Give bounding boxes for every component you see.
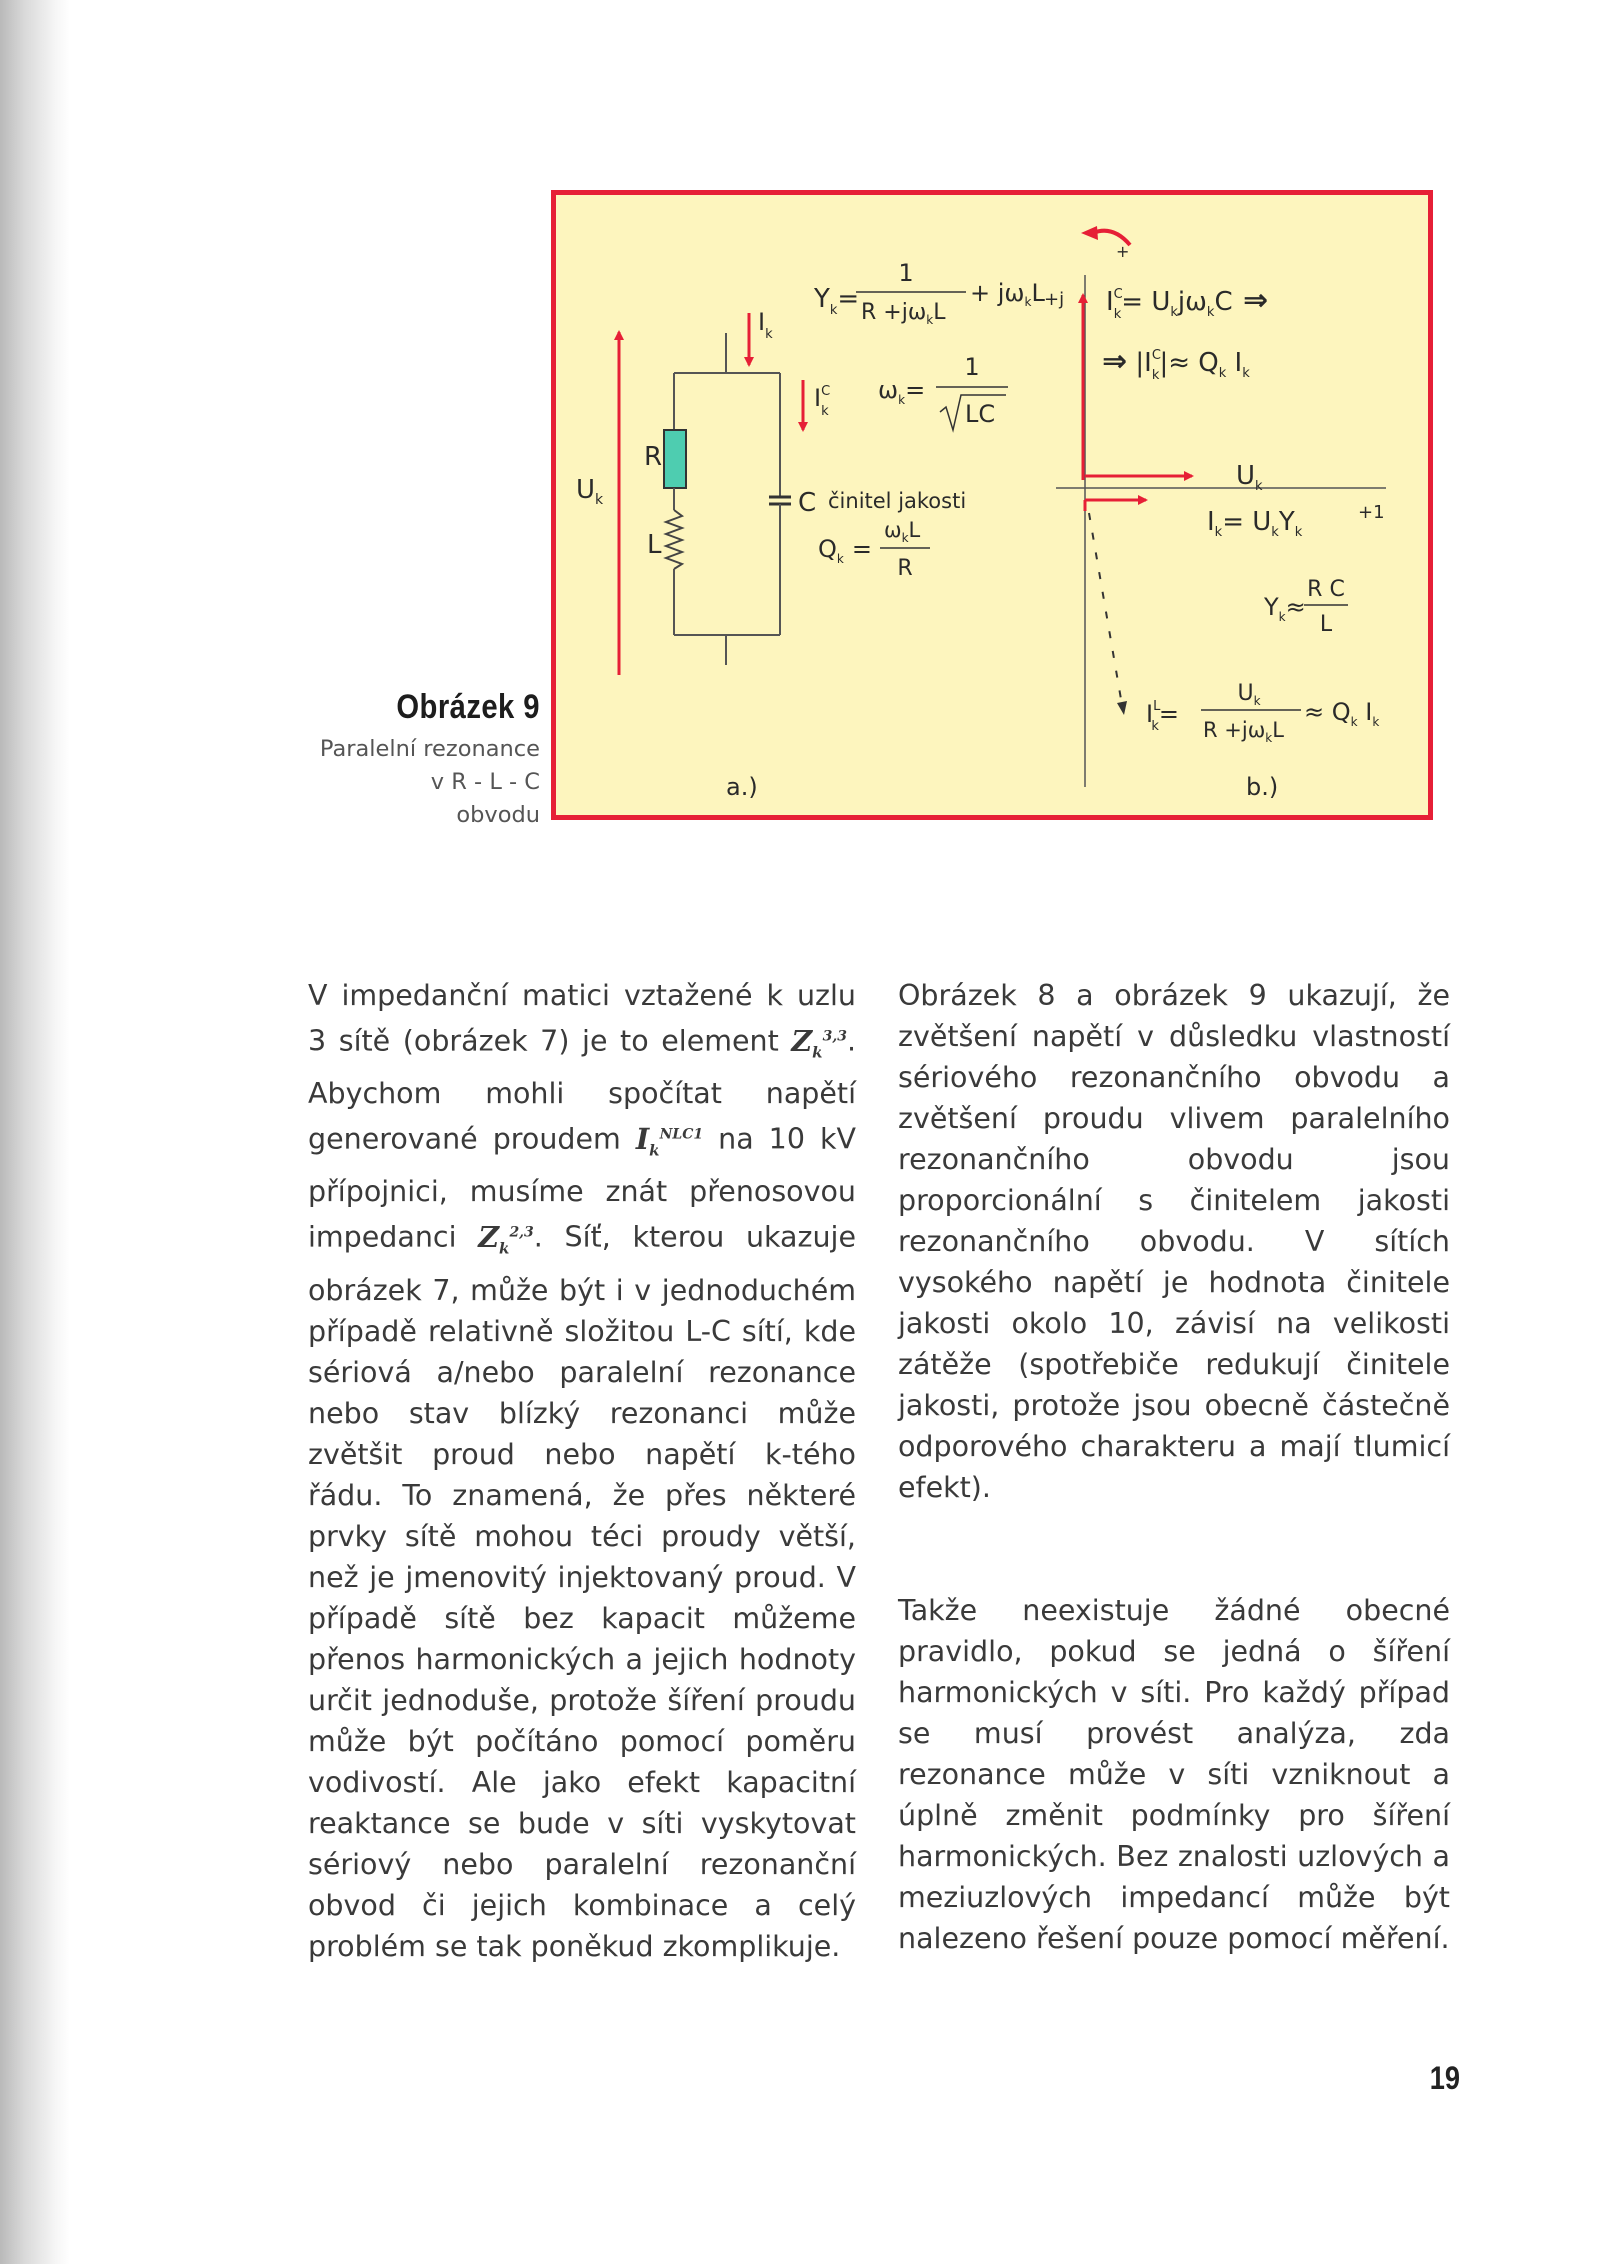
- voltage-phasor-label: $U_k$: [1236, 461, 1263, 494]
- paragraph: Takže neexistuje žádné obecné pravidlo, pokud se jedná o šíření harmonických v síti. Pro každý případ se musí provést analýza, zda rezonance může v síti vzniknout a úplně změnit podmínky pro šíření harmonických. Bez znalosti uzlových a meziuzlových impedancí může být nalezeno řešení pouze pomocí měření.: [898, 1594, 1450, 1955]
- quality-factor-label: činitel jakosti: [828, 489, 967, 513]
- math-symbol-z33: $Z_k^{3,3}$: [791, 1023, 847, 1062]
- figure-subtitle: [240, 733, 540, 832]
- inductive-current-denominator: $R +j\omega_kL$: [1203, 718, 1284, 745]
- paragraph-text: V impedanční matici vztažené k uzlu 3 sítě (obrázek 7) je to element: [308, 979, 856, 1058]
- inductor-label: L: [647, 530, 662, 560]
- admittance-approximation: $Y_k\approx$: [1264, 593, 1306, 624]
- panel-a-formulas: [813, 259, 1045, 581]
- inductive-current-phasor: [1089, 513, 1122, 705]
- inductive-current-numerator: $U_k$: [1237, 681, 1261, 708]
- figure-subtitle-line-1: Paralelní rezonance: [319, 736, 540, 762]
- current-label-ic: $I^C$ k: [814, 384, 831, 419]
- panel-b-label: b.): [1246, 773, 1279, 801]
- paragraph: [308, 975, 856, 1967]
- inductive-current-phasor-head: [1117, 701, 1127, 715]
- page-gutter-shadow: [0, 0, 70, 2264]
- resonant-frequency-numerator: 1: [964, 353, 980, 381]
- figure-caption: [240, 688, 540, 832]
- paragraph: Obrázek 8 a obrázek 9 ukazují, že zvětšení napětí v důsledku vlastností sériového rezonančního obvodu a zvětšení proudu vlivem paralelního rezonančního obvodu jsou proporcionální s činitelem jakosti rezonančního obvodu. V sítích vysokého napětí je hodnota činitele jakosti okolo 10, závisí na velikosti zátěže (spotřebiče redukují činitele jakosti, protože jsou obecně částečně odporového charakteru a mají tlumicí efekt).: [898, 979, 1450, 1504]
- quality-factor-formula: $Q_k$ =: [818, 535, 872, 566]
- paragraph-text: . Síť, kterou ukazuje obrázek 7, může být i v jednoduchém případě relativně složitou L-C sítí, kde sériová a/nebo paralelní rezonance nebo stav blízký rezonanci může zvětšit proud nebo napětí k-tého řádu. To znamená, že přes některé prvky sítě mohou téci proudy větší, než je jmenovitý injektovaný proud. V případě sítě bez kapacit můžeme přenos harmonických a jejich hodnoty určit jednoduše, protože šíření proudu může být počítáno pomocí poměru vodivostí. Ale jako efekt kapacitní reaktance se bude v síti vyskytovat sériový nebo paralelní rezonanční obvod či jejich kombinace a celý problém se tak poněkud zkomplikuje.: [308, 1220, 856, 1963]
- figure-subtitle-line-3: obvodu: [456, 802, 540, 828]
- rotation-plus: +: [1116, 242, 1130, 261]
- panel-a-label: a.): [726, 773, 758, 801]
- admittance-denominator: $R +j\omega_kL$: [861, 300, 946, 327]
- math-symbol-inlc1: $I_k^{NLC1}$: [635, 1121, 704, 1160]
- page-number: 19: [1429, 2060, 1460, 2096]
- admittance-approximation-numerator: R C: [1307, 577, 1345, 602]
- resistor: [664, 430, 686, 488]
- panel-a-circuit: [576, 308, 830, 801]
- total-current-equation: $I_k= U_kY_k$: [1207, 507, 1303, 540]
- admittance-tail: + $j\omega_kL$: [970, 279, 1045, 309]
- resonant-frequency-formula: $\omega_k=$: [878, 376, 926, 407]
- capacitive-current-equation: $I^C$ $k= U_kj\omega_kC$ ⇒: [1106, 283, 1269, 322]
- text-column-left: [308, 975, 856, 1967]
- resonant-frequency-denominator: LC: [965, 400, 996, 428]
- voltage-label: $U_k$: [576, 475, 604, 508]
- figure-title: Obrázek 9: [396, 688, 540, 726]
- real-axis-label: +1: [1358, 502, 1385, 523]
- admittance-numerator: 1: [898, 259, 914, 287]
- panel-b-phasor-diagram: [1044, 226, 1386, 801]
- admittance-formula: $Y_k=$: [814, 284, 860, 318]
- text-column-right: [898, 975, 1450, 1959]
- math-symbol-z23: $Z_k^{2,3}$: [478, 1219, 534, 1258]
- admittance-approximation-denominator: L: [1319, 612, 1333, 637]
- paragraph-text: na 10 kV přípojnici, musíme znát přenosovou impedanci: [308, 1122, 856, 1254]
- inductive-current-tail: ≈ $Q_k$ $I_k$: [1304, 698, 1380, 729]
- figure-diagram: [556, 195, 1428, 815]
- current-label-ik: $I_k$: [758, 308, 773, 342]
- rotation-arrow-head: [1081, 226, 1098, 240]
- figure-frame: [551, 190, 1433, 820]
- resistor-label: R: [644, 442, 663, 472]
- inductor: [666, 510, 682, 569]
- figure-subtitle-line-2: v R - L - C: [430, 769, 540, 795]
- imaginary-axis-label: +j: [1044, 289, 1065, 310]
- inductive-current-equation: $I^L$ k=: [1146, 699, 1179, 734]
- capacitive-current-magnitude: ⇒ $|I^C$ $k|\approx Q_k$ $I_k$: [1102, 344, 1250, 383]
- quality-factor-numerator: $\omega_kL$: [884, 518, 921, 545]
- quality-factor-denominator: R: [897, 556, 913, 581]
- capacitor-label: C: [798, 488, 817, 518]
- paragraph-text: . Abychom mohli spočítat napětí generované proudem: [308, 1024, 856, 1156]
